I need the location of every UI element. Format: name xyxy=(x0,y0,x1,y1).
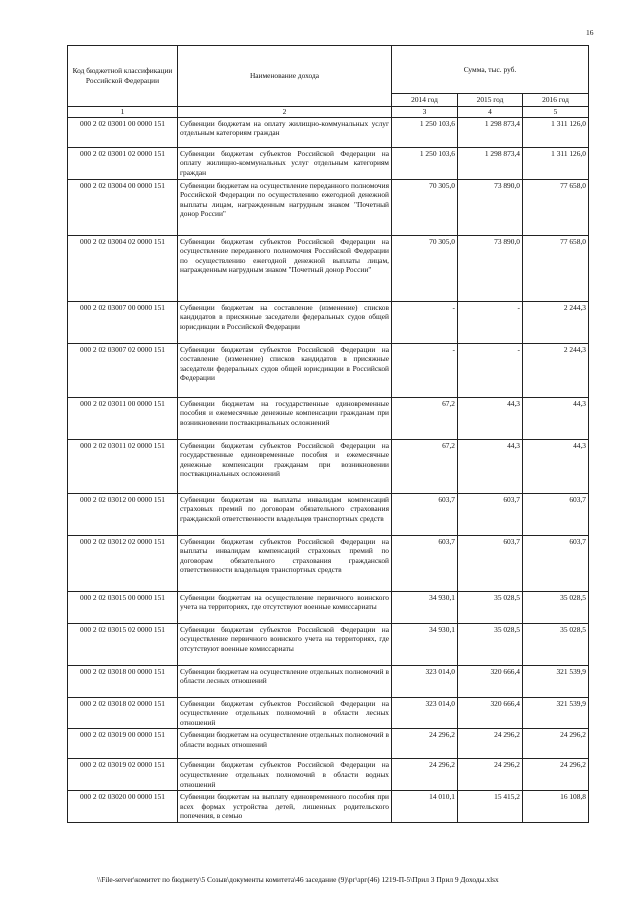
row-amount-2016: 321 539,9 xyxy=(523,665,589,697)
header-code: Код бюджетной классификации Российской Федерации xyxy=(68,46,178,107)
table-row xyxy=(68,439,589,493)
row-amount-2016: 44,3 xyxy=(523,439,589,493)
table-body xyxy=(68,117,589,822)
table-row xyxy=(68,591,589,623)
row-amount-2015: 73 890,0 xyxy=(458,179,523,235)
header-amount: Сумма, тыс. руб. xyxy=(392,46,589,94)
row-amount-2015: - xyxy=(458,343,523,397)
table-row xyxy=(68,235,589,301)
row-code: 000 2 02 03020 00 0000 151 xyxy=(68,791,178,823)
row-amount-2014: 603,7 xyxy=(392,493,458,535)
row-amount-2016: 603,7 xyxy=(523,535,589,591)
row-amount-2016: 77 658,0 xyxy=(523,235,589,301)
row-code: 000 2 02 03007 00 0000 151 xyxy=(68,301,178,343)
table-row xyxy=(68,623,589,665)
table-row xyxy=(68,179,589,235)
table-row xyxy=(68,665,589,697)
row-amount-2014: - xyxy=(392,343,458,397)
header-year-2014: 2014 год xyxy=(392,94,458,107)
table-row xyxy=(68,759,589,791)
row-amount-2014: 70 305,0 xyxy=(392,179,458,235)
row-amount-2014: 67,2 xyxy=(392,397,458,439)
row-amount-2014: 1 250 103,6 xyxy=(392,147,458,179)
row-code: 000 2 02 03011 00 0000 151 xyxy=(68,397,178,439)
row-amount-2014: 70 305,0 xyxy=(392,235,458,301)
column-number: 5 xyxy=(523,107,589,118)
row-amount-2014: 603,7 xyxy=(392,535,458,591)
row-amount-2016: 35 028,5 xyxy=(523,591,589,623)
row-amount-2015: 1 298 873,4 xyxy=(458,147,523,179)
table-row xyxy=(68,397,589,439)
column-number: 1 xyxy=(68,107,178,118)
row-name: Субвенции бюджетам субъектов Российской Федерации на выплаты инвалидам компенсаций страховых премий по договорам обязательного страхования гражданской ответственности владельцев транспортных средств xyxy=(178,535,392,591)
column-number: 3 xyxy=(392,107,458,118)
row-name: Субвенции бюджетам субъектов Российской Федерации на оплату жилищно-коммунальных услуг отдельным категориям граждан xyxy=(178,147,392,179)
table-row xyxy=(68,117,589,147)
row-name: Субвенции бюджетам на государственные единовременные пособия и ежемесячные денежные компенсации гражданам при возникновении поствакцинальных осложнений xyxy=(178,397,392,439)
table-row xyxy=(68,697,589,729)
column-number: 2 xyxy=(178,107,392,118)
row-name: Субвенции бюджетам на оплату жилищно-коммунальных услуг отдельным категориям граждан xyxy=(178,117,392,147)
row-code: 000 2 02 03011 02 0000 151 xyxy=(68,439,178,493)
table-row xyxy=(68,147,589,179)
income-table xyxy=(67,45,589,823)
row-name: Субвенции бюджетам субъектов Российской Федерации на осуществление переданного полномочия Российской Федерации по осуществлению ежегодной денежной выплаты лицам, награжденным нагрудным знаком "Почетный донор России" xyxy=(178,235,392,301)
row-amount-2015: 320 666,4 xyxy=(458,697,523,729)
row-amount-2016: 1 311 126,0 xyxy=(523,117,589,147)
table-row xyxy=(68,493,589,535)
row-code: 000 2 02 03007 02 0000 151 xyxy=(68,343,178,397)
row-amount-2016: 24 296,2 xyxy=(523,729,589,759)
row-amount-2015: 24 296,2 xyxy=(458,759,523,791)
row-amount-2014: 323 014,0 xyxy=(392,665,458,697)
row-amount-2014: 1 250 103,6 xyxy=(392,117,458,147)
row-amount-2015: 320 666,4 xyxy=(458,665,523,697)
table-row xyxy=(68,791,589,823)
row-amount-2014: 323 014,0 xyxy=(392,697,458,729)
row-name: Субвенции бюджетам субъектов Российской Федерации на государственные единовременные пособия и ежемесячные денежные компенсации гражданам при возникновении поствакцинальных осложнений xyxy=(178,439,392,493)
row-code: 000 2 02 03018 00 0000 151 xyxy=(68,665,178,697)
row-code: 000 2 02 03004 00 0000 151 xyxy=(68,179,178,235)
row-amount-2016: 2 244,3 xyxy=(523,343,589,397)
row-code: 000 2 02 03012 02 0000 151 xyxy=(68,535,178,591)
header-year-2016: 2016 год xyxy=(523,94,589,107)
row-amount-2014: 34 930,1 xyxy=(392,591,458,623)
footer-file-path: \\File-server\комитет по бюджету\5 Созыв\документы комитета\46 заседание (9)\рг\зрг(46) 1219-П-5\Прил 3 Прил 9 Доходы.xlsx xyxy=(97,875,499,884)
row-code: 000 2 02 03019 00 0000 151 xyxy=(68,729,178,759)
column-number: 4 xyxy=(458,107,523,118)
row-name: Субвенции бюджетам субъектов Российской Федерации на составление (изменение) списков кандидатов в присяжные заседатели федеральных судов общей юрисдикции в Российской Федерации xyxy=(178,343,392,397)
row-code: 000 2 02 03004 02 0000 151 xyxy=(68,235,178,301)
row-name: Субвенции бюджетам на составление (изменение) списков кандидатов в присяжные заседатели федеральных судов общей юрисдикции в Российской Федерации xyxy=(178,301,392,343)
row-name: Субвенции бюджетам на осуществление переданного полномочия Российской Федерации по осуществлению ежегодной денежной выплаты лицам, награжденным нагрудным знаком "Почетный донор России" xyxy=(178,179,392,235)
table-row xyxy=(68,343,589,397)
row-amount-2016: 44,3 xyxy=(523,397,589,439)
row-name: Субвенции бюджетам на осуществление отдельных полномочий в области лесных отношений xyxy=(178,665,392,697)
row-amount-2014: 14 010,1 xyxy=(392,791,458,823)
row-amount-2015: 24 296,2 xyxy=(458,729,523,759)
page-number: 16 xyxy=(586,28,594,37)
table-row xyxy=(68,301,589,343)
row-name: Субвенции бюджетам субъектов Российской Федерации на осуществление отдельных полномочий в области лесных отношений xyxy=(178,697,392,729)
row-amount-2016: 321 539,9 xyxy=(523,697,589,729)
row-name: Субвенции бюджетам на выплату единовременного пособия при всех формах устройства детей, лишенных родительского попечения, в семью xyxy=(178,791,392,823)
row-amount-2015: 44,3 xyxy=(458,397,523,439)
row-amount-2015: 35 028,5 xyxy=(458,623,523,665)
row-amount-2015: 603,7 xyxy=(458,493,523,535)
table-row xyxy=(68,729,589,759)
row-name: Субвенции бюджетам на осуществление отдельных полномочий в области водных отношений xyxy=(178,729,392,759)
row-code: 000 2 02 03019 02 0000 151 xyxy=(68,759,178,791)
row-amount-2015: 35 028,5 xyxy=(458,591,523,623)
row-amount-2014: 24 296,2 xyxy=(392,729,458,759)
row-code: 000 2 02 03001 02 0000 151 xyxy=(68,147,178,179)
header-name: Наименование дохода xyxy=(178,46,392,107)
row-code: 000 2 02 03015 02 0000 151 xyxy=(68,623,178,665)
row-amount-2014: 24 296,2 xyxy=(392,759,458,791)
row-amount-2015: 73 890,0 xyxy=(458,235,523,301)
row-name: Субвенции бюджетам на осуществление первичного воинского учета на территориях, где отсутствуют военные комиссариаты xyxy=(178,591,392,623)
row-code: 000 2 02 03015 00 0000 151 xyxy=(68,591,178,623)
row-amount-2016: 2 244,3 xyxy=(523,301,589,343)
row-code: 000 2 02 03018 02 0000 151 xyxy=(68,697,178,729)
row-amount-2016: 603,7 xyxy=(523,493,589,535)
table-row xyxy=(68,535,589,591)
row-name: Субвенции бюджетам субъектов Российской Федерации на осуществление первичного воинского учета на территориях, где отсутствуют военные комиссариаты xyxy=(178,623,392,665)
row-name: Субвенции бюджетам субъектов Российской Федерации на осуществление отдельных полномочий в области водных отношений xyxy=(178,759,392,791)
row-code: 000 2 02 03001 00 0000 151 xyxy=(68,117,178,147)
row-amount-2015: - xyxy=(458,301,523,343)
row-amount-2016: 16 108,8 xyxy=(523,791,589,823)
row-name: Субвенции бюджетам на выплаты инвалидам компенсаций страховых премий по договорам обязательного страхования гражданской ответственности владельцев транспортных средств xyxy=(178,493,392,535)
row-amount-2014: 67,2 xyxy=(392,439,458,493)
row-amount-2016: 35 028,5 xyxy=(523,623,589,665)
row-amount-2014: - xyxy=(392,301,458,343)
row-code: 000 2 02 03012 00 0000 151 xyxy=(68,493,178,535)
row-amount-2016: 24 296,2 xyxy=(523,759,589,791)
row-amount-2014: 34 930,1 xyxy=(392,623,458,665)
row-amount-2015: 1 298 873,4 xyxy=(458,117,523,147)
row-amount-2016: 1 311 126,0 xyxy=(523,147,589,179)
row-amount-2015: 15 415,2 xyxy=(458,791,523,823)
row-amount-2015: 603,7 xyxy=(458,535,523,591)
row-amount-2016: 77 658,0 xyxy=(523,179,589,235)
column-number-row xyxy=(68,107,589,118)
header-year-2015: 2015 год xyxy=(458,94,523,107)
row-amount-2015: 44,3 xyxy=(458,439,523,493)
